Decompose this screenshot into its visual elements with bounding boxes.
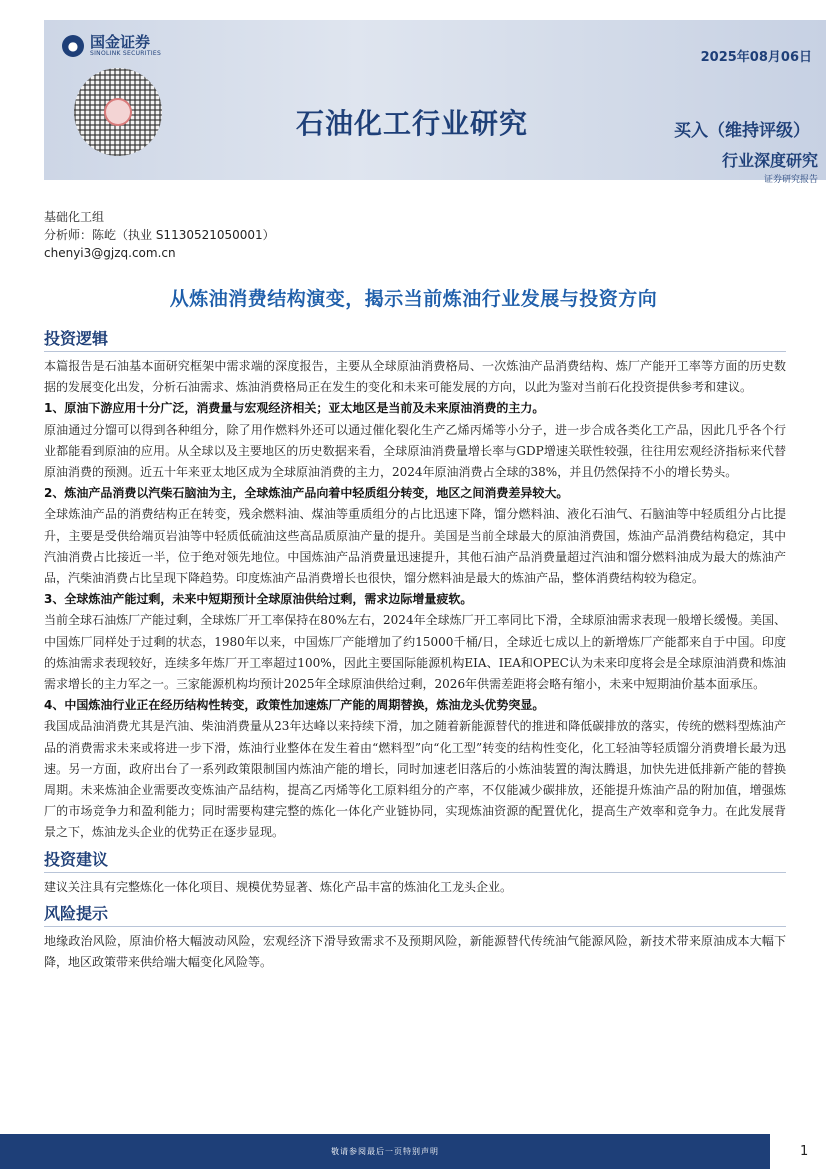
- logic-intro: 本篇报告是石油基本面研究框架中需求端的深度报告，主要从全球原油消费格局、一次炼油产品消费结构、炼厂产能开工率等方面的历史数据的发展变化出发，分析石油需求、炼油消费格局正在发生的变化和未来可能发展的方向，以此为鉴对当前石化投资提供参考和建议。: [44, 359, 786, 395]
- logic-point-2-head: 2、炼油产品消费以汽柴石脑油为主，全球炼油产品向着中轻质组分转变，地区之间消费差异较大。: [44, 486, 569, 501]
- logo-name-en: SINOLINK SECURITIES: [90, 50, 162, 57]
- report-body: [44, 326, 786, 973]
- logic-point-2-body: 全球炼油产品的消费结构正在转变，残余燃料油、煤油等重质组分的占比迅速下降，馏分燃料油、液化石油气、石脑油等中轻质组分占比提升，主要是受供给端页岩油等中轻质低硫油这些高品质原油产量的提升。美国是当前全球最大的原油消费国，炼油产品消费结构稳定，其中汽油消费占比接近一半，位于绝对领先地位。中国炼油产品消费量迅速提升，其他石油产品消费量超过汽油和馏分燃料油成为最大的炼油产品，汽柴油消费占比呈现下降趋势。印度炼油产品消费增长也很快，馏分燃料油是最大的炼油产品，整体消费结构较为稳定。: [44, 507, 786, 586]
- sinolink-logo: [62, 34, 161, 58]
- risk-body: 地缘政治风险，原油价格大幅波动风险，宏观经济下滑导致需求不及预期风险，新能源替代传统油气能源风险，新技术带来原油成本大幅下降，地区政策带来供给端大幅变化风险等。: [44, 933, 786, 970]
- logic-point-1-body: 原油通过分馏可以得到各种组分，除了用作燃料外还可以通过催化裂化生产乙烯丙烯等小分子，进一步合成各类化工产品，因此几乎各个行业都能看到原油的应用。从全球以及主要地区的历史数据来看，全球原油消费量增长率与GDP增速关联性较强，往往用宏观经济指标来代替原油消费的预测。近五十年来亚太地区成为全球原油消费的主力，2024年原油消费占全球的38%，并且仍然保持不小的增长势头。: [44, 422, 786, 480]
- advice-body: 建议关注具有完整炼化一体化项目、规模优势显著、炼化产品丰富的炼油化工龙头企业。: [44, 879, 513, 894]
- research-group: 基础化工组: [44, 210, 105, 224]
- logic-point-4-head: 4、中国炼油行业正在经历结构性转变，政策性加速炼厂产能的周期替换，炼油龙头优势突显。: [44, 698, 545, 713]
- footer-disclaimer: 敬请参阅最后一页特别声明: [331, 1147, 439, 1156]
- logo-name-cn: 国金证券: [90, 33, 151, 51]
- analyst-email[interactable]: chenyi3@gjzq.com.cn: [44, 246, 176, 260]
- logic-point-1-head: 1、原油下游应用十分广泛，消费量与宏观经济相关；亚太地区是当前及未来原油消费的主力。: [44, 401, 545, 416]
- logo-mark-icon: ●: [62, 35, 84, 57]
- rating-label: 买入（维持评级）: [674, 121, 810, 141]
- page-number: 1: [800, 1144, 809, 1159]
- section-title-risk: 风险提示: [44, 901, 786, 927]
- section-title-advice: 投资建议: [44, 847, 786, 873]
- qr-center-badge: [104, 98, 132, 126]
- industry-title: 石油化工行业研究: [296, 107, 529, 140]
- analyst-name: 分析师：陈屹（执业 S1130521050001）: [44, 228, 275, 242]
- report-date: 2025年08月06日: [700, 50, 812, 65]
- report-subtype: 证券研究报告: [763, 175, 818, 185]
- logic-point-4-body: 我国成品油消费尤其是汽油、柴油消费量从23年达峰以来持续下滑，加之随着新能源替代的推进和降低碳排放的落实，传统的燃料型炼油产品的消费需求未来或将进一步下滑，炼油行业整体在发生着由“燃料型”向“化工型”转变的结构性变化，化工轻油等轻质馏分消费增长最为迅速。另一方面，政府出台了一系列政策限制国内炼油产能的增长，同时加速老旧落后的小炼油装置的淘汰腾退，加快先进低排新产能的替换周期。未来炼油企业需要改变炼油产品结构，提高乙丙烯等化工原料组分的产率，不仅能减少碳排放，还能提升炼油产品的附加值，增强炼厂的市场竞争力和盈利能力；同时需要构建完整的炼化一体化产业链协同，实现炼油资源的配置优化，提高生产效率和竞争力。在此发展背景之下，炼油龙头企业的优势正在逐步显现。: [44, 719, 786, 840]
- report-type: 行业深度研究: [721, 151, 818, 170]
- page-title: 从炼油消费结构演变，揭示当前炼油行业发展与投资方向: [169, 288, 658, 310]
- section-title-logic: 投资逻辑: [44, 326, 786, 352]
- page-footer: [0, 1134, 770, 1169]
- qr-code-icon: [74, 68, 162, 156]
- analyst-info: [44, 208, 275, 262]
- report-header: [44, 20, 826, 185]
- logic-point-3-head: 3、全球炼油产能过剩，未来中短期预计全球原油供给过剩，需求边际增量疲软。: [44, 592, 473, 607]
- logic-point-3-body: 当前全球石油炼厂产能过剩，全球炼厂开工率保持在80%左右，2024年全球炼厂开工率同比下滑，全球原油需求表现一般增长缓慢。美国、中国炼厂同样处于过剩的状态，1980年以来，中国炼厂产能增加了约15000千桶/日，全球近七成以上的新增炼厂产能都来自于中国。印度的炼油需求表现较好，连续多年炼厂开工率超过100%，因此主要国际能源机构EIA、IEA和OPEC认为未来印度将会是全球原油消费和炼油需求增长的主力军之一。三家能源机构均预计2025年全球原油供给过剩，2026年供需差距将会略有缩小，未来中短期油价基本面承压。: [44, 613, 786, 692]
